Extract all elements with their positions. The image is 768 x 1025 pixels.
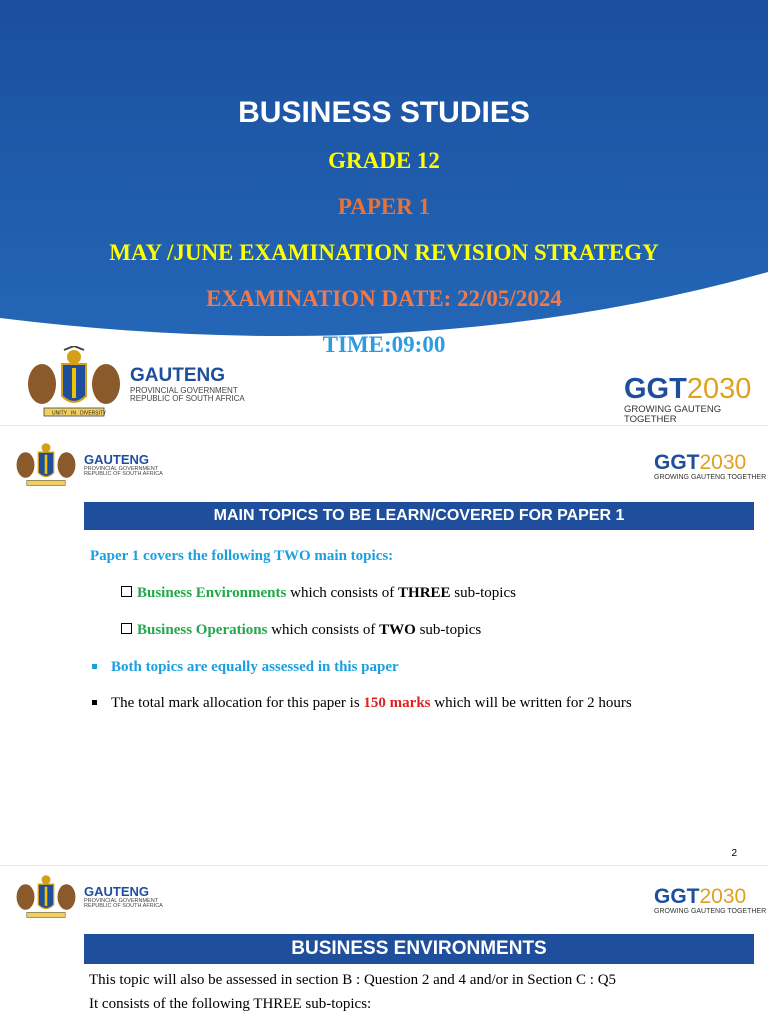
bullet-text-end: which will be written for 2 hours xyxy=(430,695,632,711)
bullet-equal-assessment xyxy=(92,659,399,676)
ggt-tagline: GROWING GAUTENG TOGETHER xyxy=(654,474,767,481)
section-heading-bar: MAIN TOPICS TO BE LEARN/COVERED FOR PAPER 1 xyxy=(84,502,754,530)
grade-label: GRADE 12 xyxy=(328,148,440,173)
document-title: BUSINESS STUDIES xyxy=(238,96,530,129)
gauteng-name: GAUTENG xyxy=(84,883,149,899)
coat-of-arms-icon xyxy=(14,440,78,490)
crest-motto-word: UNITY xyxy=(52,410,67,417)
square-bullet-icon xyxy=(92,664,97,669)
intro-text: Paper 1 covers the following TWO main topics: xyxy=(90,548,394,564)
gauteng-line-2: REPUBLIC OF SOUTH AFRICA xyxy=(84,903,163,909)
topic-count: TWO xyxy=(379,622,416,638)
ggt-letters: GGT xyxy=(654,885,700,908)
exam-date-label: EXAMINATION DATE: 22/05/2024 xyxy=(206,286,562,311)
ggt2030-logo xyxy=(654,452,766,481)
exam-time-label: TIME:09:00 xyxy=(322,332,446,357)
square-bullet-icon xyxy=(92,700,97,705)
gauteng-line-1: PROVINCIAL GOVERNMENT xyxy=(130,385,238,395)
business-environments-slide xyxy=(0,865,768,1025)
marks-value: 150 marks xyxy=(363,695,431,711)
topic-count: THREE xyxy=(398,585,451,601)
ggt2030-logo xyxy=(624,375,768,424)
ggt-year: 2030 xyxy=(699,451,747,474)
ggt-tagline: GROWING GAUTENG TOGETHER xyxy=(654,908,767,915)
section-heading-bar: BUSINESS ENVIRONMENTS xyxy=(84,934,754,964)
gauteng-line-2: REPUBLIC OF SOUTH AFRICA xyxy=(84,471,163,477)
gauteng-name: GAUTENG xyxy=(84,451,149,467)
coat-of-arms-icon xyxy=(14,872,78,922)
topic-text: which consists of xyxy=(267,622,380,638)
topic-item-business-environments xyxy=(121,585,516,602)
gauteng-name: GAUTENG xyxy=(130,364,225,386)
gauteng-line-2: REPUBLIC OF SOUTH AFRICA xyxy=(130,393,245,403)
title-slide xyxy=(0,0,768,425)
gauteng-line-1: PROVINCIAL GOVERNMENT xyxy=(84,465,159,472)
ggt-tagline: GROWING GAUTENG TOGETHER xyxy=(624,404,722,425)
gauteng-wordmark xyxy=(130,366,245,403)
page-number: 2 xyxy=(731,848,737,859)
gauteng-wordmark xyxy=(84,453,163,478)
ggt2030-logo xyxy=(654,886,766,915)
subtopics-intro-text: It consists of the following THREE sub-topics: xyxy=(89,996,372,1012)
crest-motto-word: IN xyxy=(71,410,76,417)
gauteng-logo xyxy=(24,346,245,422)
gauteng-logo xyxy=(14,440,163,490)
topic-text-end: sub-topics xyxy=(450,585,516,601)
topic-text-end: sub-topics xyxy=(415,622,482,638)
bullet-text: Both topics are equally assessed in this paper xyxy=(111,659,399,675)
bullet-text: The total mark allocation for this paper is xyxy=(111,695,364,711)
ggt-year: 2030 xyxy=(686,373,752,405)
ggt-year: 2030 xyxy=(699,885,747,908)
coat-of-arms-icon xyxy=(24,346,124,422)
topic-text: which consists of xyxy=(286,585,399,601)
crest-motto-word: DIVERSITY xyxy=(80,410,107,417)
main-topics-slide xyxy=(0,425,768,866)
ggt-letters: GGT xyxy=(624,373,687,405)
gauteng-logo xyxy=(14,872,163,922)
paper-label: PAPER 1 xyxy=(337,194,431,219)
ggt-letters: GGT xyxy=(654,451,700,474)
topic-item-business-operations xyxy=(121,622,481,639)
gauteng-wordmark xyxy=(84,885,163,910)
checkbox-bullet-icon xyxy=(121,623,132,634)
bullet-mark-allocation xyxy=(92,695,632,712)
checkbox-bullet-icon xyxy=(121,586,132,597)
topic-name: Business Operations xyxy=(137,622,268,638)
strategy-label: MAY /JUNE EXAMINATION REVISION STRATEGY xyxy=(109,240,659,265)
assessment-info-text: This topic will also be assessed in section B : Question 2 and 4 and/or in Section C : Q5 xyxy=(89,972,617,988)
gauteng-line-1: PROVINCIAL GOVERNMENT xyxy=(84,897,159,904)
topic-name: Business Environments xyxy=(137,585,287,601)
